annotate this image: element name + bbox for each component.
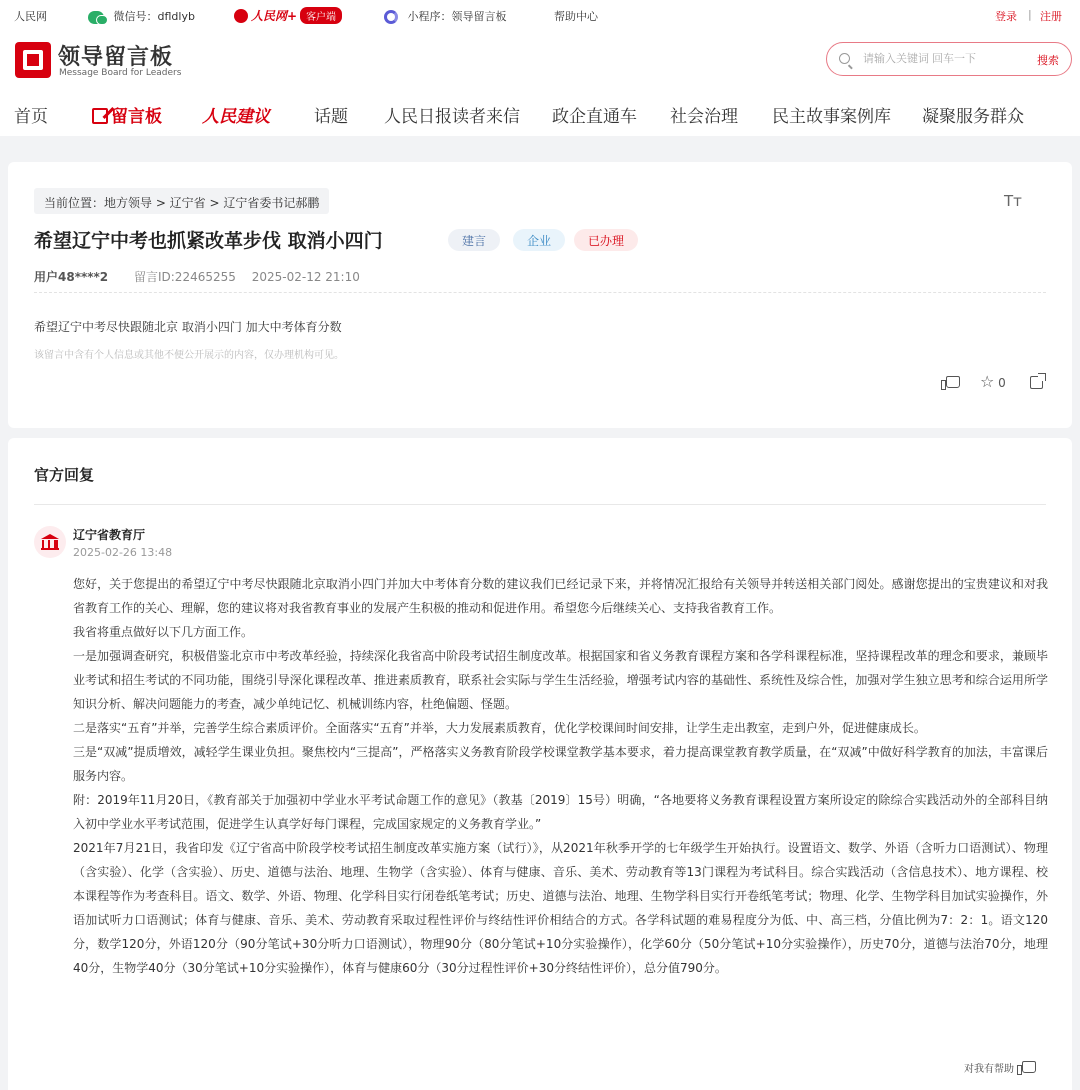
help-center-link[interactable]: 帮助中心 xyxy=(554,10,598,23)
nav-home[interactable]: 首页 xyxy=(14,107,48,127)
edit-pen-icon xyxy=(92,108,108,124)
reply-time: 2025-02-26 13:48 xyxy=(73,546,173,559)
nav-serve-masses[interactable]: 凝聚服务群众 xyxy=(922,107,1024,127)
mini-program-icon xyxy=(384,10,398,24)
mini-program-label: 小程序：领导留言板 xyxy=(407,10,507,23)
nav-people-suggestion[interactable]: 人民建议 xyxy=(202,107,270,127)
message-card xyxy=(8,162,1072,428)
helpful-button[interactable] xyxy=(964,1060,1036,1075)
reply-body xyxy=(73,572,1048,980)
tag-suggestion: 建言 xyxy=(448,229,500,251)
reply-paragraph: 附：2019年11月20日，《教育部关于加强初中学业水平考试命题工作的意见》（教基〔2019〕15号）明确，“各地要将义务教育课程设置方案所设定的除综合实践活动外的全部科目纳入初中学业水平考试范围，促进学生认真学好每门课程，完成国家规定的义务教育学业。” xyxy=(73,793,1048,831)
nav-reader-letters[interactable]: 人民日报读者来信 xyxy=(384,107,520,127)
wechat-account[interactable] xyxy=(88,8,195,24)
reply-paragraph: 您好，关于您提出的希望辽宁中考尽快跟随北京取消小四门并加大中考体育分数的建议我们已经记录下来，并将情况汇报给有关领导并转送相关部门阅处。感谢您提出的宝贵建议和对我省教育工作的关心、理解，您的建议将对我省教育事业的发展产生积极的推动和促进作用。希望您今后继续关心、支持我省教育工作。 xyxy=(73,577,1048,615)
message-content: 希望辽宁中考尽快跟随北京 取消小四门 加大中考体育分数 xyxy=(34,320,342,334)
mini-program-link[interactable] xyxy=(384,8,507,24)
helpful-label: 对我有帮助 xyxy=(964,1064,1014,1075)
wechat-icon xyxy=(88,11,104,24)
reply-heading: 官方回复 xyxy=(34,466,95,484)
wechat-account-label: 微信号：dfldlyb xyxy=(113,10,195,23)
reply-org-name: 辽宁省教育厅 xyxy=(73,528,146,542)
brand-name-en: Message Board for Leaders xyxy=(59,68,182,78)
message-user: 用户48****2 xyxy=(34,270,109,284)
search-icon xyxy=(839,53,850,64)
reply-paragraph: 2021年7月21日，我省印发《辽宁省高中阶段学校考试招生制度改革实施方案（试行）》，从2021年秋季开学的七年级学生开始执行。设置语文、数学、外语（含听力口语测试）、物理（含实验）、化学（含实验）、历史、道德与法治、地理、生物学（含实验）、体育与健康、音乐、美术、劳动教育等13门课程为考试科目。综合实践活动（含信息技术）、地方课程、校本课程等作为考查科目。语文、数学、外语、物理、化学科目实行闭卷纸笔考试；历史、道德与法治、地理、生物学科目实行开卷纸笔考试；物理、化学、生物学科目加试实验操作，外语加试听力口语测试；体育与健康、音乐、美术、劳动教育采取过程性评价与终结性评价相结合的方式。各学科试题的难易程度分为低、中、高三档，分值比例为7：2：1。语文120分，数学120分，外语120分（90分笔试+30分听力口语测试），物理90分（80分笔试+10分实验操作），化学60分（50分笔试+10分实验操作），历史70分，道德与法治70分，地理40分，生物学40分（30分笔试+10分实验操作），体育与健康60分（30分过程性评价+30分终结性评价），总分值790分。 xyxy=(73,841,1048,975)
search-box xyxy=(826,42,1072,76)
reply-paragraph: 二是落实“五育”并举，完善学生综合素质评价。全面落实“五育”并举，大力发展素质教育，优化学校课间时间安排，让学生走出教室，走到户外，促进健康成长。 xyxy=(73,721,926,735)
message-id: 留言ID:22465255 xyxy=(133,270,236,284)
rmw-logo-text: 人民网+ xyxy=(251,9,298,23)
tag-enterprise: 企业 xyxy=(513,229,565,251)
thumbs-up-icon xyxy=(1022,1061,1036,1073)
reply-paragraph: 三是“双减”提质增效，减轻学生课业负担。聚焦校内“三提高”，严格落实义务教育阶段学校课堂教学基本要求，着力提高课堂教育教学质量，在“双减”中做好科学教育的加法，丰富课后服务内容。 xyxy=(73,745,1048,783)
nav-democracy-cases[interactable]: 民主故事案例库 xyxy=(772,107,891,127)
breadcrumb[interactable]: 当前位置：地方领导 > 辽宁省 > 辽宁省委书记郝鹏 xyxy=(34,188,329,214)
government-building-icon xyxy=(34,526,66,558)
client-badge: 客户端 xyxy=(300,7,342,24)
share-icon xyxy=(1030,376,1043,389)
reply-paragraph: 我省将重点做好以下几方面工作。 xyxy=(73,625,254,639)
thumbs-up-icon xyxy=(946,376,960,388)
rmw-client-link[interactable] xyxy=(234,7,342,24)
brand-logo-icon[interactable] xyxy=(15,42,51,78)
like-button[interactable] xyxy=(946,376,960,391)
official-reply-card xyxy=(8,438,1072,1090)
reply-paragraph: 一是加强调查研究，积极借鉴北京市中考改革经验，持续深化我省高中阶段考试招生制度改革。根据国家和省义务教育课程方案和各学科课程标准，坚持课程改革的理念和要求，兼顾毕业考试和招生考试的不同功能，围绕引导深化课程改革、推进素质教育，联系社会实际与学生生活经验，增强考试内容的基础性、系统性及综合性，加强对学生独立思考和综合运用所学知识分析、解决问题能力的考查，减少单纯记忆、机械训练内容，杜绝偏题、怪题。 xyxy=(73,649,1048,711)
search-input[interactable] xyxy=(863,51,1013,67)
nav-topics[interactable]: 话题 xyxy=(314,107,348,127)
rmw-logo-icon xyxy=(234,9,248,23)
meta-divider xyxy=(34,292,1046,293)
reply-divider xyxy=(34,504,1046,505)
brand-name[interactable]: 领导留言板 xyxy=(58,45,174,70)
nav-social-governance[interactable]: 社会治理 xyxy=(670,107,738,127)
main-nav xyxy=(0,90,1080,136)
message-title: 希望辽宁中考也抓紧改革步伐 取消小四门 xyxy=(34,230,383,252)
star-icon: ☆ xyxy=(980,372,995,391)
search-button[interactable]: 搜索 xyxy=(1037,54,1059,67)
nav-message-board-label: 留言板 xyxy=(111,107,162,127)
nav-gov-enterprise[interactable]: 政企直通车 xyxy=(552,107,637,127)
site-header xyxy=(0,30,1080,90)
login-link[interactable]: 登录 xyxy=(995,10,1017,23)
font-size-icon[interactable]: Tт xyxy=(1004,192,1022,210)
nav-message-board[interactable] xyxy=(92,102,162,127)
share-button[interactable] xyxy=(1030,376,1043,392)
favorite-button[interactable] xyxy=(980,374,1006,390)
top-bar xyxy=(0,0,1080,30)
status-badge: 已办理 xyxy=(574,229,638,251)
favorite-count: 0 xyxy=(998,376,1006,390)
register-link[interactable]: 注册 xyxy=(1040,10,1062,23)
topbar-separator: | xyxy=(1028,8,1032,21)
privacy-note: 该留言中含有个人信息或其他不便公开展示的内容，仅办理机构可见。 xyxy=(34,350,344,361)
message-meta xyxy=(34,268,360,285)
people-net-link[interactable]: 人民网 xyxy=(14,10,47,23)
message-datetime: 2025-02-12 21:10 xyxy=(251,270,360,284)
